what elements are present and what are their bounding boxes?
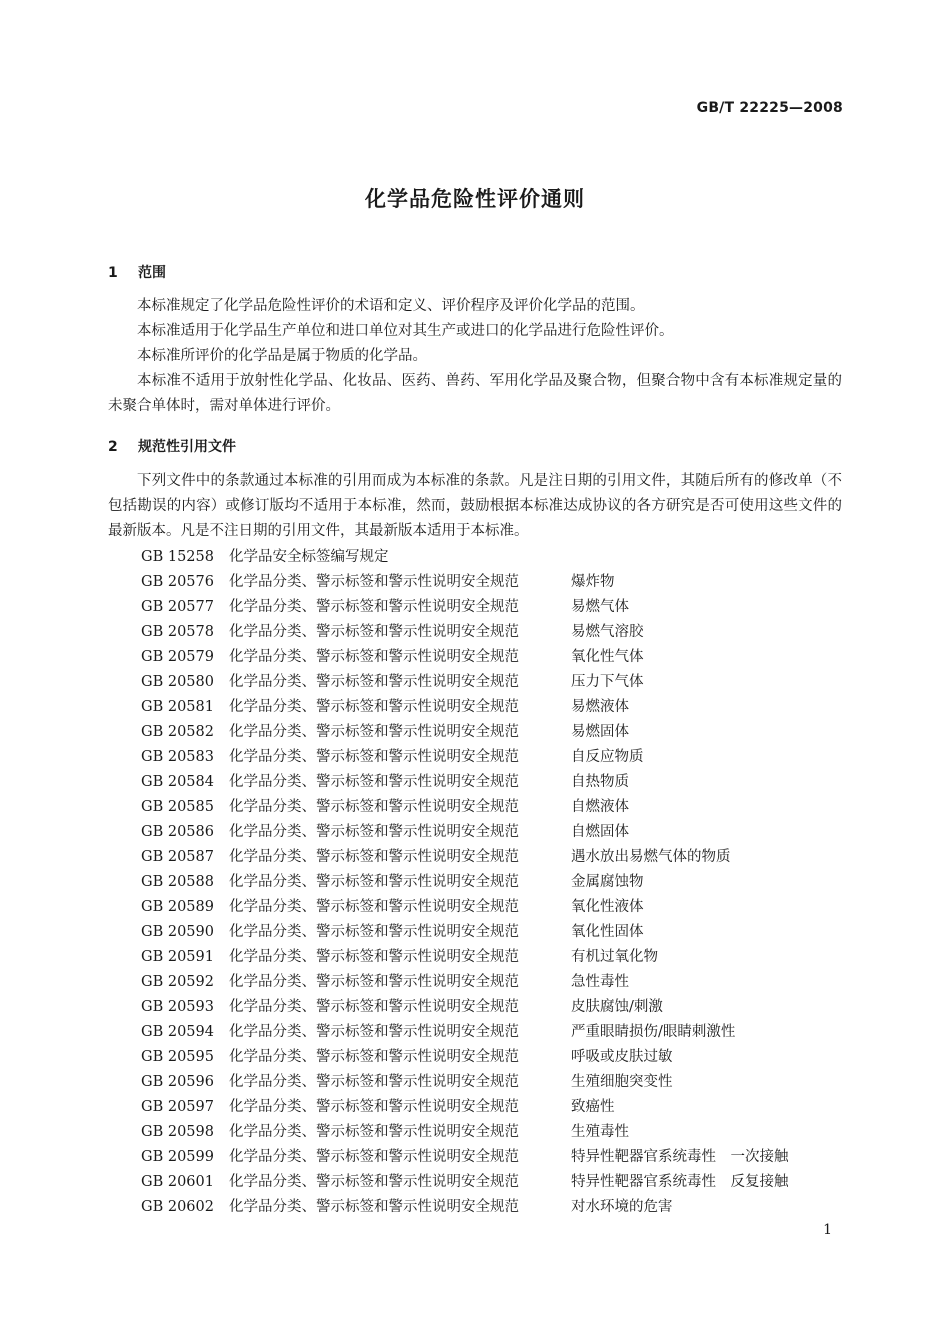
reference-part: 严重眼睛损伤/眼睛刺激性 bbox=[571, 1024, 736, 1040]
section-1-heading bbox=[108, 262, 166, 282]
reference-code: GB 15258 bbox=[141, 549, 214, 565]
normative-references-list bbox=[141, 545, 789, 1220]
reference-item bbox=[141, 995, 789, 1020]
reference-code: GB 20589 bbox=[141, 899, 214, 915]
reference-title: 化学品分类、警示标签和警示性说明安全规范 bbox=[229, 949, 519, 965]
reference-item bbox=[141, 745, 789, 770]
reference-code: GB 20597 bbox=[141, 1099, 214, 1115]
reference-title: 化学品分类、警示标签和警示性说明安全规范 bbox=[229, 624, 519, 640]
reference-code: GB 20594 bbox=[141, 1024, 214, 1040]
reference-part: 氧化性气体 bbox=[571, 649, 644, 665]
paragraph: 本标准规定了化学品危险性评价的术语和定义、评价程序及评价化学品的范围。 bbox=[137, 298, 645, 314]
reference-item bbox=[141, 620, 789, 645]
reference-part: 有机过氧化物 bbox=[571, 949, 658, 965]
reference-part: 致癌性 bbox=[571, 1099, 615, 1115]
reference-title: 化学品分类、警示标签和警示性说明安全规范 bbox=[229, 1049, 519, 1065]
page-number: 1 bbox=[823, 1222, 832, 1238]
reference-title: 化学品分类、警示标签和警示性说明安全规范 bbox=[229, 1174, 519, 1190]
section-number: 1 bbox=[108, 265, 118, 281]
reference-title: 化学品分类、警示标签和警示性说明安全规范 bbox=[229, 749, 519, 765]
paragraph: 本标准适用于化学品生产单位和进口单位对其生产或进口的化学品进行危险性评价。 bbox=[137, 323, 674, 339]
reference-code: GB 20578 bbox=[141, 624, 214, 640]
reference-part: 氧化性液体 bbox=[571, 899, 644, 915]
reference-item bbox=[141, 795, 789, 820]
reference-item bbox=[141, 670, 789, 695]
reference-code: GB 20599 bbox=[141, 1149, 214, 1165]
reference-code: GB 20585 bbox=[141, 799, 214, 815]
reference-title: 化学品分类、警示标签和警示性说明安全规范 bbox=[229, 1074, 519, 1090]
reference-title: 化学品分类、警示标签和警示性说明安全规范 bbox=[229, 974, 519, 990]
reference-item bbox=[141, 920, 789, 945]
reference-code: GB 20588 bbox=[141, 874, 214, 890]
reference-part: 皮肤腐蚀/刺激 bbox=[571, 999, 663, 1015]
reference-title: 化学品分类、警示标签和警示性说明安全规范 bbox=[229, 874, 519, 890]
reference-code: GB 20584 bbox=[141, 774, 214, 790]
reference-part: 易燃固体 bbox=[571, 724, 629, 740]
reference-part: 自燃液体 bbox=[571, 799, 629, 815]
reference-title: 化学品分类、警示标签和警示性说明安全规范 bbox=[229, 1099, 519, 1115]
reference-item bbox=[141, 695, 789, 720]
reference-part: 生殖细胞突变性 bbox=[571, 1074, 673, 1090]
reference-item bbox=[141, 1120, 789, 1145]
reference-item bbox=[141, 770, 789, 795]
reference-item bbox=[141, 570, 789, 595]
reference-code: GB 20598 bbox=[141, 1124, 214, 1140]
reference-code: GB 20580 bbox=[141, 674, 214, 690]
reference-item bbox=[141, 1095, 789, 1120]
reference-part: 爆炸物 bbox=[571, 574, 615, 590]
reference-item bbox=[141, 545, 789, 570]
reference-title: 化学品分类、警示标签和警示性说明安全规范 bbox=[229, 1024, 519, 1040]
reference-item bbox=[141, 820, 789, 845]
reference-title: 化学品分类、警示标签和警示性说明安全规范 bbox=[229, 924, 519, 940]
reference-code: GB 20576 bbox=[141, 574, 214, 590]
reference-title: 化学品分类、警示标签和警示性说明安全规范 bbox=[229, 1199, 519, 1215]
reference-item bbox=[141, 595, 789, 620]
reference-title: 化学品分类、警示标签和警示性说明安全规范 bbox=[229, 774, 519, 790]
reference-part: 自反应物质 bbox=[571, 749, 644, 765]
reference-title: 化学品分类、警示标签和警示性说明安全规范 bbox=[229, 674, 519, 690]
reference-title: 化学品分类、警示标签和警示性说明安全规范 bbox=[229, 1124, 519, 1140]
reference-code: GB 20593 bbox=[141, 999, 214, 1015]
section-title: 范围 bbox=[138, 265, 166, 281]
reference-title: 化学品分类、警示标签和警示性说明安全规范 bbox=[229, 899, 519, 915]
reference-item bbox=[141, 870, 789, 895]
reference-code: GB 20581 bbox=[141, 699, 214, 715]
reference-part: 对水环境的危害 bbox=[571, 1199, 673, 1215]
reference-code: GB 20586 bbox=[141, 824, 214, 840]
reference-code: GB 20595 bbox=[141, 1049, 214, 1065]
reference-part: 特异性靶器官系统毒性 一次接触 bbox=[571, 1149, 789, 1165]
reference-code: GB 20579 bbox=[141, 649, 214, 665]
reference-code: GB 20577 bbox=[141, 599, 214, 615]
reference-part: 自燃固体 bbox=[571, 824, 629, 840]
reference-part: 氧化性固体 bbox=[571, 924, 644, 940]
reference-part: 易燃气体 bbox=[571, 599, 629, 615]
reference-part: 生殖毒性 bbox=[571, 1124, 629, 1140]
reference-item bbox=[141, 1145, 789, 1170]
reference-title: 化学品分类、警示标签和警示性说明安全规范 bbox=[229, 799, 519, 815]
paragraph: 本标准所评价的化学品是属于物质的化学品。 bbox=[137, 348, 427, 364]
document-title: 化学品危险性评价通则 bbox=[365, 187, 585, 211]
section-title: 规范性引用文件 bbox=[138, 439, 236, 455]
reference-part: 遇水放出易燃气体的物质 bbox=[571, 849, 731, 865]
reference-title: 化学品分类、警示标签和警示性说明安全规范 bbox=[229, 724, 519, 740]
reference-item bbox=[141, 970, 789, 995]
reference-title: 化学品分类、警示标签和警示性说明安全规范 bbox=[229, 1149, 519, 1165]
reference-item bbox=[141, 1070, 789, 1095]
reference-code: GB 20590 bbox=[141, 924, 214, 940]
reference-part: 呼吸或皮肤过敏 bbox=[571, 1049, 673, 1065]
reference-part: 易燃气溶胶 bbox=[571, 624, 644, 640]
reference-part: 金属腐蚀物 bbox=[571, 874, 644, 890]
reference-code: GB 20592 bbox=[141, 974, 214, 990]
reference-item bbox=[141, 895, 789, 920]
reference-code: GB 20591 bbox=[141, 949, 214, 965]
reference-title: 化学品分类、警示标签和警示性说明安全规范 bbox=[229, 574, 519, 590]
reference-item bbox=[141, 1195, 789, 1220]
reference-part: 易燃液体 bbox=[571, 699, 629, 715]
section-2-heading bbox=[108, 436, 236, 456]
reference-code: GB 20601 bbox=[141, 1174, 214, 1190]
reference-item bbox=[141, 845, 789, 870]
reference-part: 特异性靶器官系统毒性 反复接触 bbox=[571, 1174, 789, 1190]
reference-title: 化学品分类、警示标签和警示性说明安全规范 bbox=[229, 599, 519, 615]
paragraph: 下列文件中的条款通过本标准的引用而成为本标准的条款。凡是注日期的引用文件，其随后所有的修改单（不包括勘误的内容）或修订版均不适用于本标准，然而，鼓励根据本标准达成协议的各方研究是否可使用这些文件的最新版本。凡是不注日期的引用文件，其最新版本适用于本标准。 bbox=[108, 473, 842, 539]
reference-item bbox=[141, 945, 789, 970]
reference-title: 化学品分类、警示标签和警示性说明安全规范 bbox=[229, 824, 519, 840]
reference-title: 化学品分类、警示标签和警示性说明安全规范 bbox=[229, 699, 519, 715]
reference-part: 急性毒性 bbox=[571, 974, 629, 990]
reference-code: GB 20587 bbox=[141, 849, 214, 865]
reference-code: GB 20596 bbox=[141, 1074, 214, 1090]
reference-code: GB 20583 bbox=[141, 749, 214, 765]
reference-item bbox=[141, 645, 789, 670]
section-number: 2 bbox=[108, 439, 118, 455]
paragraph: 本标准不适用于放射性化学品、化妆品、医药、兽药、军用化学品及聚合物，但聚合物中含有本标准规定量的未聚合单体时，需对单体进行评价。 bbox=[108, 373, 842, 414]
reference-title: 化学品分类、警示标签和警示性说明安全规范 bbox=[229, 999, 519, 1015]
reference-code: GB 20582 bbox=[141, 724, 214, 740]
reference-title: 化学品安全标签编写规定 bbox=[229, 549, 389, 565]
reference-title: 化学品分类、警示标签和警示性说明安全规范 bbox=[229, 649, 519, 665]
reference-item bbox=[141, 720, 789, 745]
reference-code: GB 20602 bbox=[141, 1199, 214, 1215]
reference-part: 压力下气体 bbox=[571, 674, 644, 690]
reference-title: 化学品分类、警示标签和警示性说明安全规范 bbox=[229, 849, 519, 865]
standard-number: GB/T 22225—2008 bbox=[696, 100, 843, 116]
reference-part: 自热物质 bbox=[571, 774, 629, 790]
reference-item bbox=[141, 1020, 789, 1045]
reference-item bbox=[141, 1045, 789, 1070]
reference-item bbox=[141, 1170, 789, 1195]
